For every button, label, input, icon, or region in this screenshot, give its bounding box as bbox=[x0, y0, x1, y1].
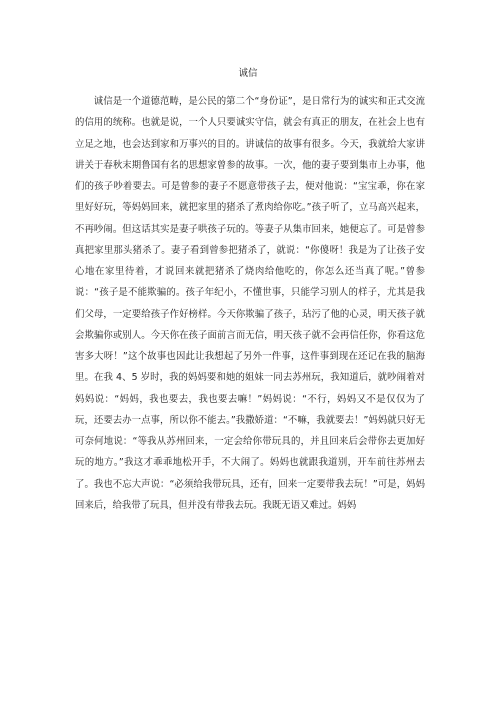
document-title: 诚信 bbox=[238, 68, 258, 79]
body-paragraph: 诚信是一个道德范畴，是公民的第二个“身份证”，是日常行为的诚实和正式交流的信用的统称。也就是说，一个人只要诚实守信，就会有真正的朋友，在社会上也有立足之地，也会达到家和万事兴的目的。讲诚信的故事有很多。今天，我就给大家讲讲关于春秋末期鲁国有名的思想家曾参的故事。一次，他的妻子要到集市上办事，他们的孩子吵着要去。可是曾参的妻子不愿意带孩子去，便对他说：“宝宝乖，你在家里好好玩，等妈妈回来，就把家里的猪杀了煮肉给你吃。”孩子听了，立马高兴起来，不再吵闹。但这话其实是妻子哄孩子玩的。等妻子从集市回来，她便忘了。可是曾参真把家里那头猪杀了。妻子看到曾参把猪杀了，就说：“你傻呀！我是为了让孩子安心地在家里待着，才说回来就把猪杀了烧肉给他吃的，你怎么还当真了呢。”曾参说：“孩子是不能欺骗的。孩子年纪小，不懂世事，只能学习别人的样子，尤其是我们父母，一定要给孩子作好榜样。今天你欺骗了孩子，玷污了他的心灵，明天孩子就会欺骗你或别人。今天你在孩子面前言而无信，明天孩子就不会再信任你，你看这危害多大呀！”这个故事也因此让我想起了另外一件事，这件事到现在还记在我的脑海里。在我 4、5 岁时，我的妈妈要和她的姐妹一同去苏州玩，我知道后，就吵闹着对妈妈说：“妈妈，我也要去，我也要去嘛！”妈妈说：“不行，妈妈又不是仅仅为了玩，还要去办一点事，所以你不能去。”我撒娇道：“不嘛，我就要去！”妈妈就只好无可奈何地说：“等我从苏州回来，一定会给你带玩具的，并且回来后会带你去更加好玩的地方。”我这才乖乖地松开手，不大闹了。妈妈也就跟我道别，开车前往苏州去了。我也不忘大声说：“必须给我带玩具，还有，回来一定要带我去玩！”可是，妈妈回来后，给我带了玩具，但并没有带我去玩。我既无语又难过。妈妈 bbox=[75, 96, 425, 511]
document-body bbox=[75, 91, 425, 516]
